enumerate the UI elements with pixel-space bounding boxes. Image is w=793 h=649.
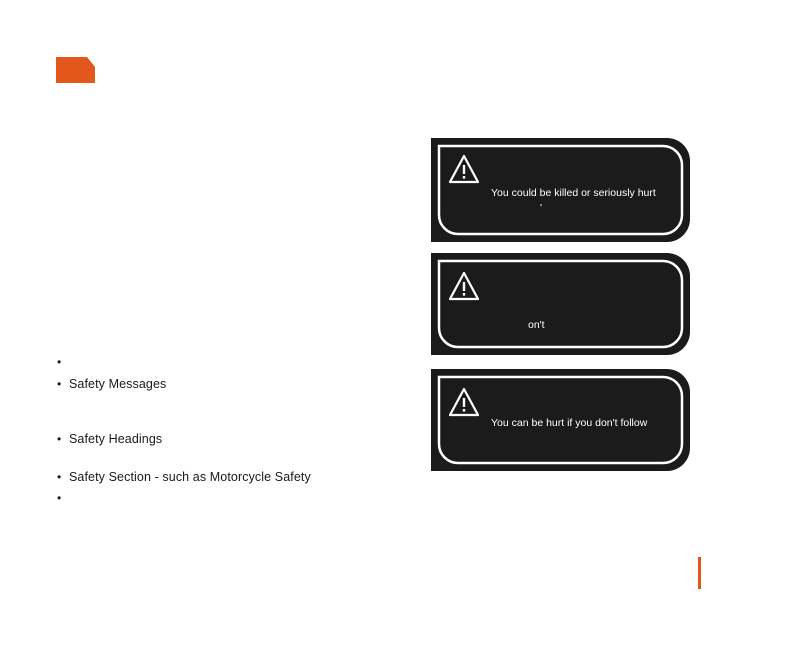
bullet-dot: • xyxy=(57,377,62,391)
sign-frame xyxy=(431,253,690,355)
safety-sign-caution xyxy=(431,369,690,471)
section-tab-marker xyxy=(56,57,95,83)
warning-triangle-icon xyxy=(448,271,480,301)
list-item-text: Safety Messages xyxy=(69,377,167,391)
page-edge-marker xyxy=(698,557,701,589)
safety-sign-danger xyxy=(431,138,690,242)
bullet-dot: • xyxy=(57,491,62,505)
sign-text-line2: ' xyxy=(540,202,543,214)
sign-text-line2: on't xyxy=(528,319,545,331)
sign-text-line1: You could be killed or seriously hurt xyxy=(491,187,656,199)
list-item-text: Safety Headings xyxy=(69,432,163,446)
safety-sign-warning xyxy=(431,253,690,355)
bullet-dot: • xyxy=(57,470,62,484)
sign-text-line1: You can be hurt if you don't follow xyxy=(491,417,648,429)
bullet-dot: • xyxy=(57,355,62,369)
bullet-dot: • xyxy=(57,432,62,446)
warning-triangle-icon xyxy=(448,387,480,417)
list-item-text: Safety Section - such as Motorcycle Safety xyxy=(69,470,311,484)
warning-triangle-icon xyxy=(448,154,480,184)
